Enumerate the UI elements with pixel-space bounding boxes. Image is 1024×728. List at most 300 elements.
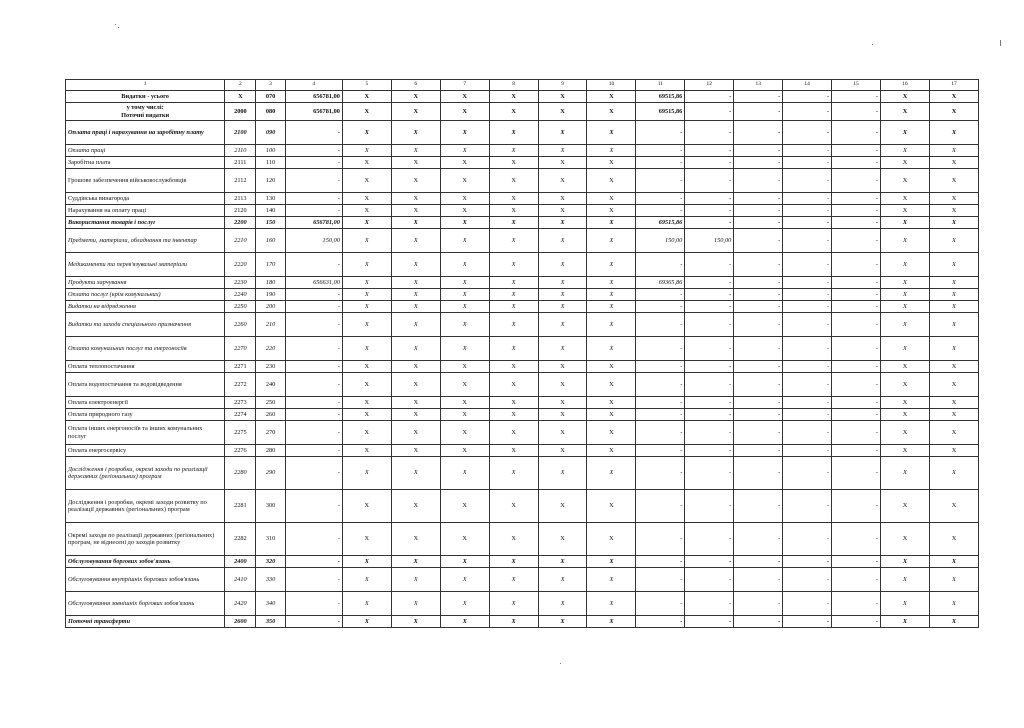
- table-row: [66, 445, 979, 457]
- table-cell: X: [881, 169, 930, 193]
- table-cell: -: [685, 277, 734, 289]
- table-cell: X: [440, 313, 489, 337]
- table-cell: -: [685, 103, 734, 121]
- table-cell: X: [489, 592, 538, 616]
- table-cell: X: [929, 421, 978, 445]
- table-cell: X: [342, 217, 391, 229]
- kekv-code: 2282: [225, 523, 256, 556]
- table-cell: -: [285, 592, 342, 616]
- column-number-4: 4: [285, 80, 342, 91]
- table-row: [66, 421, 979, 445]
- table-cell: X: [929, 217, 978, 229]
- table-cell: -: [783, 556, 832, 568]
- kekv-code: 2120: [225, 205, 256, 217]
- table-cell: -: [685, 313, 734, 337]
- table-cell: X: [391, 169, 440, 193]
- table-cell: X: [881, 397, 930, 409]
- table-cell: -: [636, 568, 685, 592]
- table-cell: X: [538, 277, 587, 289]
- table-cell: -: [685, 373, 734, 397]
- table-cell: X: [342, 445, 391, 457]
- table-cell: X: [440, 397, 489, 409]
- column-number-6: 6: [391, 80, 440, 91]
- table-cell: X: [538, 157, 587, 169]
- table-cell: -: [832, 193, 881, 205]
- column-number-5: 5: [342, 80, 391, 91]
- table-cell: -: [832, 277, 881, 289]
- table-cell: X: [538, 217, 587, 229]
- table-row: [66, 301, 979, 313]
- row-label: Оплата електроенергії: [66, 397, 225, 409]
- table-cell: 656781,00: [285, 91, 342, 103]
- row-code: 160: [256, 229, 285, 253]
- table-cell: X: [587, 277, 636, 289]
- table-cell: -: [832, 91, 881, 103]
- table-cell: X: [440, 169, 489, 193]
- table-cell: X: [391, 205, 440, 217]
- table-cell: -: [285, 145, 342, 157]
- table-row: [66, 103, 979, 121]
- table-cell: X: [489, 193, 538, 205]
- table-cell: X: [440, 193, 489, 205]
- table-cell: X: [881, 277, 930, 289]
- table-cell: -: [285, 205, 342, 217]
- table-row: [66, 556, 979, 568]
- table-cell: X: [538, 445, 587, 457]
- table-cell: X: [881, 157, 930, 169]
- table-cell: -: [685, 169, 734, 193]
- table-cell: X: [587, 121, 636, 145]
- table-cell: -: [685, 121, 734, 145]
- table-cell: X: [587, 409, 636, 421]
- table-cell: -: [734, 568, 783, 592]
- table-cell: X: [881, 193, 930, 205]
- table-cell: -: [783, 445, 832, 457]
- table-cell: X: [881, 421, 930, 445]
- table-cell: -: [685, 490, 734, 523]
- table-cell: X: [342, 361, 391, 373]
- table-cell: X: [440, 568, 489, 592]
- table-cell: X: [881, 229, 930, 253]
- table-cell: X: [489, 301, 538, 313]
- table-cell: -: [685, 91, 734, 103]
- table-cell: X: [489, 169, 538, 193]
- row-label: Оплата праці і нарахування на заробітну плату: [66, 121, 225, 145]
- table-cell: 656631,00: [285, 277, 342, 289]
- table-cell: X: [489, 157, 538, 169]
- kekv-code: 2113: [225, 193, 256, 205]
- table-cell: X: [391, 592, 440, 616]
- table-cell: X: [440, 157, 489, 169]
- table-cell: X: [440, 277, 489, 289]
- table-cell: X: [342, 421, 391, 445]
- table-cell: -: [832, 121, 881, 145]
- row-label: Обслуговування внутрішніх боргових зобов'язань: [66, 568, 225, 592]
- kekv-code: 2250: [225, 301, 256, 313]
- table-cell: -: [783, 490, 832, 523]
- table-cell: -: [832, 103, 881, 121]
- table-cell: -: [636, 616, 685, 628]
- table-cell: X: [587, 373, 636, 397]
- table-cell: X: [440, 301, 489, 313]
- table-cell: X: [881, 103, 930, 121]
- table-cell: X: [489, 556, 538, 568]
- table-cell: X: [929, 397, 978, 409]
- table-cell: X: [881, 217, 930, 229]
- table-cell: X: [538, 337, 587, 361]
- table-cell: X: [881, 337, 930, 361]
- table-cell: X: [929, 91, 978, 103]
- table-cell: -: [636, 301, 685, 313]
- kekv-code: 2260: [225, 313, 256, 337]
- kekv-code: 2270: [225, 337, 256, 361]
- row-code: 220: [256, 337, 285, 361]
- table-cell: -: [832, 301, 881, 313]
- table-cell: X: [440, 229, 489, 253]
- row-code: 330: [256, 568, 285, 592]
- table-cell: X: [538, 409, 587, 421]
- table-cell: X: [587, 145, 636, 157]
- table-cell: X: [342, 373, 391, 397]
- table-cell: X: [489, 103, 538, 121]
- table-cell: X: [587, 193, 636, 205]
- table-cell: X: [538, 592, 587, 616]
- table-cell: X: [881, 253, 930, 277]
- table-cell: 69515,86: [636, 103, 685, 121]
- table-cell: -: [685, 205, 734, 217]
- table-cell: X: [929, 490, 978, 523]
- table-cell: -: [783, 277, 832, 289]
- row-label: Оплата праці: [66, 145, 225, 157]
- table-cell: -: [636, 523, 685, 556]
- table-cell: X: [538, 616, 587, 628]
- kekv-code: 2112: [225, 169, 256, 193]
- table-cell: -: [636, 337, 685, 361]
- table-cell: X: [342, 301, 391, 313]
- table-cell: X: [489, 490, 538, 523]
- table-cell: X: [440, 556, 489, 568]
- row-label: Предмети, матеріали, обладнання та інвентар: [66, 229, 225, 253]
- table-cell: X: [881, 91, 930, 103]
- table-cell: 150,00: [636, 229, 685, 253]
- table-cell: -: [734, 121, 783, 145]
- table-cell: X: [929, 301, 978, 313]
- table-cell: X: [391, 409, 440, 421]
- table-cell: -: [285, 397, 342, 409]
- table-cell: X: [538, 397, 587, 409]
- table-cell: -: [734, 397, 783, 409]
- row-code: 210: [256, 313, 285, 337]
- table-cell: -: [783, 157, 832, 169]
- table-cell: X: [881, 556, 930, 568]
- table-cell: X: [538, 205, 587, 217]
- table-cell: X: [489, 313, 538, 337]
- table-cell: -: [685, 445, 734, 457]
- table-row: [66, 616, 979, 628]
- table-cell: -: [685, 337, 734, 361]
- table-cell: X: [929, 289, 978, 301]
- table-cell: X: [391, 556, 440, 568]
- table-cell: X: [391, 373, 440, 397]
- table-cell: X: [391, 103, 440, 121]
- budget-expenditure-table: [65, 79, 979, 628]
- table-cell: X: [342, 592, 391, 616]
- table-cell: -: [285, 421, 342, 445]
- row-code: 200: [256, 301, 285, 313]
- table-cell: -: [734, 169, 783, 193]
- table-cell: X: [929, 616, 978, 628]
- table-cell: -: [832, 568, 881, 592]
- table-row: [66, 337, 979, 361]
- table-cell: -: [685, 157, 734, 169]
- table-row: [66, 145, 979, 157]
- table-cell: X: [929, 253, 978, 277]
- table-cell: X: [440, 337, 489, 361]
- table-cell: X: [342, 289, 391, 301]
- table-cell: X: [587, 556, 636, 568]
- table-cell: 656781,00: [285, 217, 342, 229]
- table-cell: X: [881, 523, 930, 556]
- table-cell: -: [636, 205, 685, 217]
- column-number-15: 15: [832, 80, 881, 91]
- kekv-code: 2271: [225, 361, 256, 373]
- table-cell: X: [587, 313, 636, 337]
- table-cell: -: [636, 157, 685, 169]
- kekv-code: 2273: [225, 397, 256, 409]
- row-code: 190: [256, 289, 285, 301]
- table-cell: X: [489, 361, 538, 373]
- table-cell: X: [391, 301, 440, 313]
- table-cell: X: [489, 205, 538, 217]
- table-cell: -: [832, 157, 881, 169]
- table-cell: X: [881, 457, 930, 490]
- table-cell: X: [538, 253, 587, 277]
- table-cell: -: [285, 373, 342, 397]
- table-cell: X: [342, 193, 391, 205]
- table-cell: X: [342, 313, 391, 337]
- table-cell: -: [783, 103, 832, 121]
- table-cell: X: [929, 523, 978, 556]
- row-code: 250: [256, 397, 285, 409]
- table-row: [66, 397, 979, 409]
- table-cell: X: [929, 145, 978, 157]
- table-row: [66, 121, 979, 145]
- table-cell: X: [538, 457, 587, 490]
- table-cell: X: [929, 277, 978, 289]
- table-cell: -: [685, 616, 734, 628]
- table-cell: X: [929, 457, 978, 490]
- table-cell: -: [832, 523, 881, 556]
- table-cell: X: [489, 421, 538, 445]
- table-cell: X: [489, 523, 538, 556]
- table-cell: X: [881, 568, 930, 592]
- row-code: 350: [256, 616, 285, 628]
- table-cell: X: [587, 397, 636, 409]
- table-cell: X: [391, 361, 440, 373]
- table-cell: X: [440, 91, 489, 103]
- table-cell: X: [489, 409, 538, 421]
- table-cell: -: [285, 490, 342, 523]
- table-cell: -: [734, 556, 783, 568]
- table-cell: -: [685, 592, 734, 616]
- table-cell: X: [342, 568, 391, 592]
- table-cell: X: [929, 205, 978, 217]
- kekv-code: X: [225, 91, 256, 103]
- table-cell: X: [440, 253, 489, 277]
- table-cell: -: [832, 337, 881, 361]
- table-cell: -: [636, 445, 685, 457]
- table-cell: X: [391, 457, 440, 490]
- row-code: 090: [256, 121, 285, 145]
- table-cell: -: [832, 421, 881, 445]
- table-cell: -: [636, 556, 685, 568]
- table-cell: X: [440, 421, 489, 445]
- table-cell: -: [832, 361, 881, 373]
- table-cell: X: [391, 277, 440, 289]
- table-cell: 69515,86: [636, 217, 685, 229]
- table-cell: X: [538, 313, 587, 337]
- table-cell: -: [734, 253, 783, 277]
- table-cell: -: [636, 592, 685, 616]
- table-cell: -: [685, 253, 734, 277]
- table-cell: X: [881, 373, 930, 397]
- table-cell: -: [734, 145, 783, 157]
- row-code: 270: [256, 421, 285, 445]
- table-cell: -: [783, 421, 832, 445]
- table-cell: X: [342, 616, 391, 628]
- table-cell: X: [881, 616, 930, 628]
- kekv-code: 2281: [225, 490, 256, 523]
- kekv-code: 2200: [225, 217, 256, 229]
- table-cell: -: [685, 361, 734, 373]
- table-cell: X: [881, 205, 930, 217]
- table-cell: X: [342, 145, 391, 157]
- table-cell: -: [685, 397, 734, 409]
- table-cell: -: [285, 289, 342, 301]
- table-row: [66, 490, 979, 523]
- table-cell: -: [636, 253, 685, 277]
- table-cell: X: [391, 253, 440, 277]
- table-cell: -: [734, 361, 783, 373]
- table-cell: X: [489, 616, 538, 628]
- table-cell: -: [285, 121, 342, 145]
- table-cell: -: [734, 277, 783, 289]
- table-cell: X: [587, 445, 636, 457]
- table-cell: X: [538, 490, 587, 523]
- row-label: Оплата комунальних послуг та енергоносіїв: [66, 337, 225, 361]
- table-cell: X: [489, 121, 538, 145]
- column-number-9: 9: [538, 80, 587, 91]
- table-cell: -: [783, 616, 832, 628]
- table-cell: X: [929, 229, 978, 253]
- table-cell: -: [685, 145, 734, 157]
- table-row: [66, 229, 979, 253]
- table-cell: -: [783, 145, 832, 157]
- kekv-code: 2230: [225, 277, 256, 289]
- row-code: 320: [256, 556, 285, 568]
- table-cell: -: [285, 157, 342, 169]
- table-cell: -: [832, 616, 881, 628]
- table-cell: X: [587, 229, 636, 253]
- table-cell: -: [832, 592, 881, 616]
- table-cell: -: [832, 205, 881, 217]
- table-cell: -: [734, 457, 783, 490]
- table-cell: X: [440, 523, 489, 556]
- table-cell: -: [285, 361, 342, 373]
- row-label: Нарахування на оплату праці: [66, 205, 225, 217]
- table-cell: -: [783, 253, 832, 277]
- table-cell: X: [342, 490, 391, 523]
- row-label: Суддівська винагорода: [66, 193, 225, 205]
- table-cell: X: [587, 103, 636, 121]
- table-cell: X: [342, 253, 391, 277]
- table-cell: -: [636, 313, 685, 337]
- table-cell: X: [342, 229, 391, 253]
- table-cell: X: [489, 289, 538, 301]
- table-row: [66, 313, 979, 337]
- table-cell: -: [734, 91, 783, 103]
- table-cell: -: [285, 337, 342, 361]
- table-cell: -: [734, 157, 783, 169]
- row-code: 180: [256, 277, 285, 289]
- table-cell: X: [489, 253, 538, 277]
- table-cell: X: [391, 121, 440, 145]
- table-cell: X: [929, 313, 978, 337]
- table-cell: -: [734, 301, 783, 313]
- kekv-code: 2210: [225, 229, 256, 253]
- table-cell: X: [538, 289, 587, 301]
- row-label: Використання товарів і послуг: [66, 217, 225, 229]
- row-label: Оплата природного газу: [66, 409, 225, 421]
- table-cell: 150,00: [285, 229, 342, 253]
- kekv-code: 2220: [225, 253, 256, 277]
- table-cell: X: [440, 289, 489, 301]
- table-cell: X: [342, 277, 391, 289]
- table-cell: X: [342, 457, 391, 490]
- table-cell: X: [489, 337, 538, 361]
- table-cell: 69365,86: [636, 277, 685, 289]
- table-cell: X: [587, 289, 636, 301]
- table-cell: X: [391, 568, 440, 592]
- table-cell: -: [734, 490, 783, 523]
- table-cell: X: [538, 91, 587, 103]
- table-cell: -: [285, 556, 342, 568]
- row-label: Обслуговування боргових зобов'язань: [66, 556, 225, 568]
- table-row: [66, 289, 979, 301]
- table-cell: X: [881, 490, 930, 523]
- kekv-code: 2400: [225, 556, 256, 568]
- table-cell: -: [285, 445, 342, 457]
- table-cell: X: [587, 253, 636, 277]
- table-cell: X: [489, 91, 538, 103]
- table-cell: X: [587, 91, 636, 103]
- row-code: 310: [256, 523, 285, 556]
- table-cell: X: [391, 145, 440, 157]
- table-cell: X: [587, 592, 636, 616]
- row-label: Окремі заходи по реалізації державних (регіональних) програм, не віднесені до заходів розвитку: [66, 523, 225, 556]
- table-cell: X: [440, 205, 489, 217]
- table-cell: X: [587, 301, 636, 313]
- table-cell: -: [783, 121, 832, 145]
- table-cell: X: [587, 169, 636, 193]
- column-number-3: 3: [256, 80, 285, 91]
- table-row: [66, 193, 979, 205]
- table-cell: -: [285, 409, 342, 421]
- table-cell: X: [391, 397, 440, 409]
- table-cell: X: [587, 205, 636, 217]
- table-cell: -: [783, 193, 832, 205]
- table-cell: -: [783, 397, 832, 409]
